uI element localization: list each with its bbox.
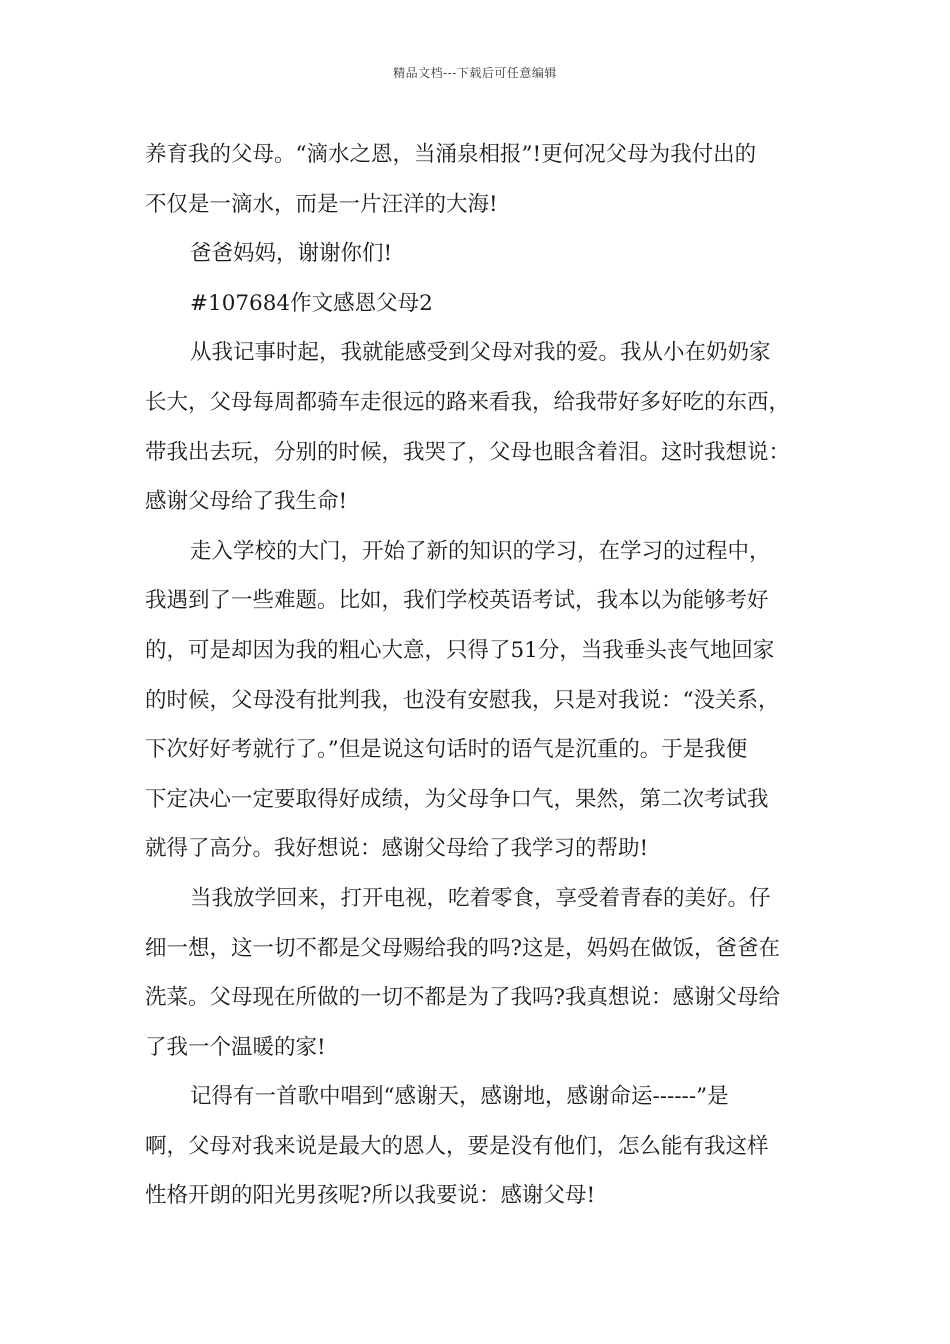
text-line: 就得了高分。我好想说：感谢父母给了我学习的帮助!	[145, 836, 649, 862]
text-line: 感谢父母给了我生命!	[145, 489, 348, 515]
text-line: 爸爸妈妈，谢谢你们!	[190, 241, 393, 267]
text-line: 带我出去玩，分别的时候，我哭了，父母也眼含着泪。这时我想说：	[145, 439, 791, 465]
text-line: 性格开朗的阳光男孩呢?所以我要说：感谢父母!	[145, 1183, 596, 1209]
text-line: #107684作文感恩父母2	[190, 290, 433, 316]
text-line: 下次好好考就行了。”但是说这句话时的语气是沉重的。于是我便	[145, 737, 748, 763]
paragraph	[145, 1072, 835, 1221]
text-line: 我遇到了一些难题。比如，我们学校英语考试，我本以为能够考好	[145, 588, 769, 614]
document-body	[145, 130, 835, 1221]
paragraph	[145, 527, 835, 874]
text-line: 记得有一首歌中唱到“感谢天，感谢地，感谢命运------”是	[190, 1084, 729, 1110]
text-line: 啊，父母对我来说是最大的恩人，要是没有他们，怎么能有我这样	[145, 1133, 769, 1159]
text-line: 细一想，这一切不都是父母赐给我的吗?这是，妈妈在做饭，爸爸在	[145, 935, 781, 961]
text-line: 下定决心一定要取得好成绩，为父母争口气，果然，第二次考试我	[145, 786, 769, 812]
page-header: 精品文档---下载后可任意编辑	[393, 66, 557, 80]
text-line: 当我放学回来，打开电视，吃着零食，享受着青春的美好。仔	[190, 885, 771, 911]
paragraph	[145, 130, 835, 229]
paragraph	[145, 874, 835, 1072]
text-line: 不仅是一滴水，而是一片汪洋的大海!	[145, 191, 498, 217]
text-line: 走入学校的大门，开始了新的知识的学习，在学习的过程中，	[190, 538, 771, 564]
text-line: 养育我的父母。“滴水之恩，当涌泉相报”!更何况父母为我付出的	[145, 142, 757, 167]
text-line: 的，可是却因为我的粗心大意，只得了51分，当我垂头丧气地回家	[145, 637, 775, 663]
paragraph	[145, 328, 835, 526]
paragraph	[145, 229, 835, 279]
text-line: 从我记事时起，我就能感受到父母对我的爱。我从小在奶奶家	[190, 340, 771, 366]
text-line: 长大，父母每周都骑车走很远的路来看我，给我带好多好吃的东西，	[145, 389, 791, 415]
text-line: 洗菜。父母现在所做的一切不都是为了我吗?我真想说：感谢父母给	[145, 985, 781, 1011]
text-line: 的时候，父母没有批判我，也没有安慰我，只是对我说：“没关系，	[145, 687, 780, 713]
section-title	[145, 279, 835, 329]
text-line: 了我一个温暖的家!	[145, 1034, 326, 1060]
